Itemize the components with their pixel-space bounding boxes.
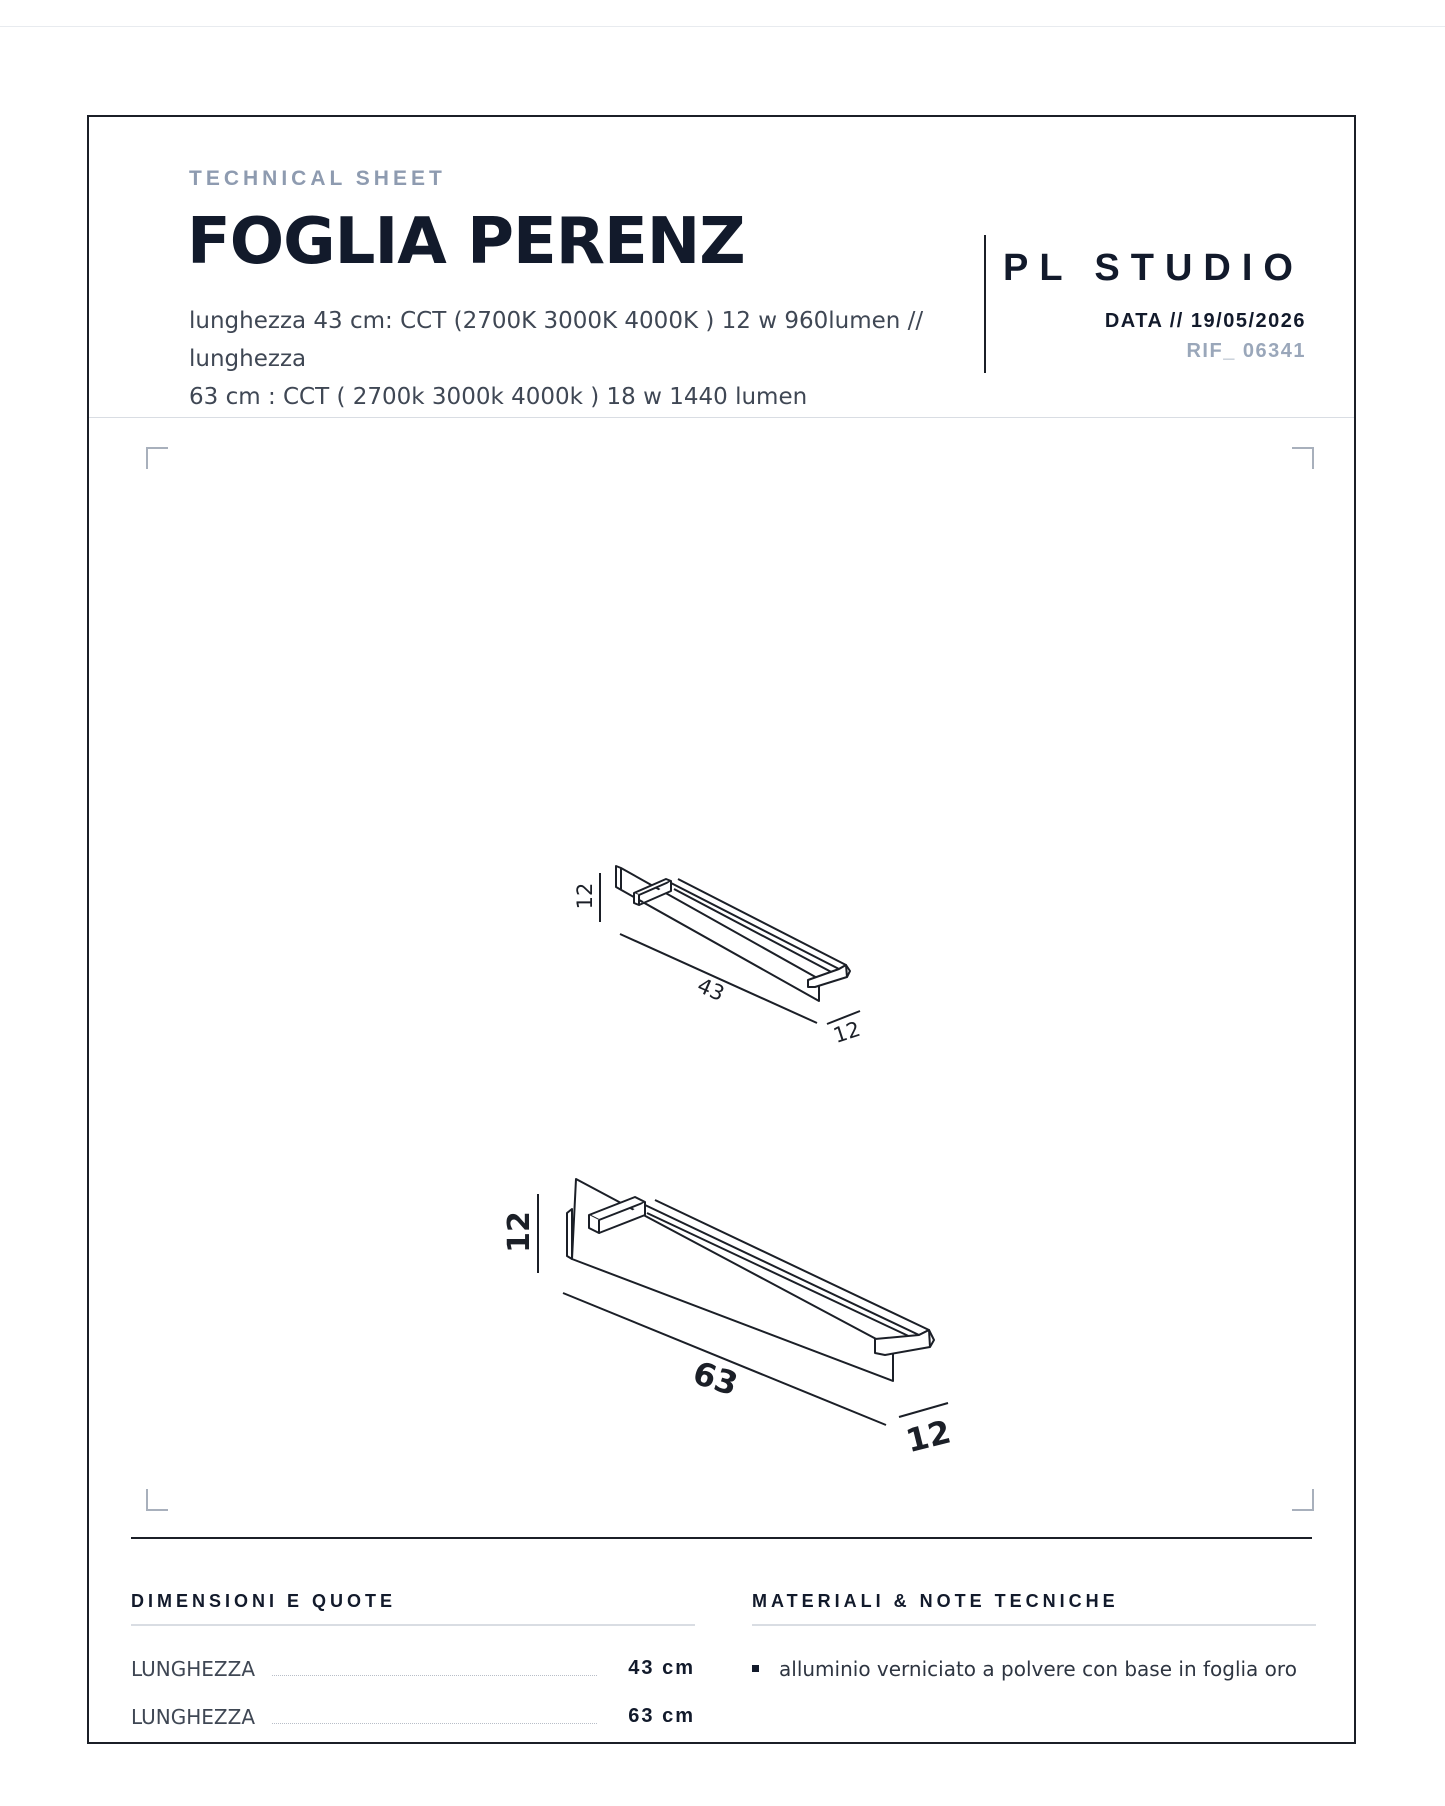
dimensions-title: DIMENSIONI E QUOTE bbox=[131, 1591, 397, 1611]
lamp-small-height-label: 12 bbox=[573, 882, 597, 910]
footer-divider bbox=[131, 1537, 1312, 1539]
technical-drawing bbox=[89, 419, 1354, 1529]
sheet-reference: RIF_ 06341 bbox=[1186, 340, 1306, 362]
description-line: lunghezza 43 cm: CCT (2700K 3000K 4000K ) 12 w 960lumen // lunghezza bbox=[189, 308, 924, 372]
lamp-large-height-label: 12 bbox=[502, 1211, 537, 1253]
lamp-large-depth-label: 12 bbox=[902, 1412, 955, 1461]
product-title: FOGLIA PERENZ bbox=[187, 205, 745, 279]
dimension-label: LUNGHEZZA bbox=[131, 1657, 256, 1681]
dimension-row bbox=[89, 1705, 695, 1735]
header-vertical-divider bbox=[984, 235, 986, 373]
lamp-small-depth-label: 12 bbox=[830, 1016, 864, 1048]
material-note: alluminio verniciato a polvere con base in foglia oro bbox=[779, 1657, 1297, 1681]
header-divider bbox=[89, 417, 1354, 418]
dimension-value: 63 cm bbox=[628, 1705, 695, 1727]
dimension-row bbox=[89, 1657, 695, 1687]
top-divider bbox=[0, 26, 1445, 27]
dimension-leader bbox=[272, 1723, 597, 1724]
brand-name: PL STUDIO bbox=[1003, 247, 1304, 289]
dimensions-rule bbox=[131, 1624, 695, 1626]
lamp-large-drawing bbox=[538, 1179, 948, 1425]
sheet-subtitle: TECHNICAL SHEET bbox=[189, 167, 446, 190]
description-line: 63 cm : CCT ( 2700k 3000k 4000k ) 18 w 1440 lumen bbox=[189, 384, 808, 410]
lamp-large-length-label: 63 bbox=[688, 1353, 743, 1404]
bullet-icon bbox=[752, 1665, 759, 1672]
lamp-small-drawing bbox=[600, 866, 860, 1024]
dimension-leader bbox=[272, 1675, 597, 1676]
lamp-small-length-label: 43 bbox=[693, 973, 728, 1007]
product-description bbox=[189, 302, 989, 416]
materials-title: MATERIALI & NOTE TECNICHE bbox=[752, 1591, 1119, 1611]
dimension-label: LUNGHEZZA bbox=[131, 1705, 256, 1729]
technical-sheet bbox=[87, 115, 1356, 1744]
materials-rule bbox=[752, 1624, 1316, 1626]
dimension-value: 43 cm bbox=[628, 1657, 695, 1679]
sheet-date: DATA // 19/05/2026 bbox=[1104, 310, 1306, 332]
